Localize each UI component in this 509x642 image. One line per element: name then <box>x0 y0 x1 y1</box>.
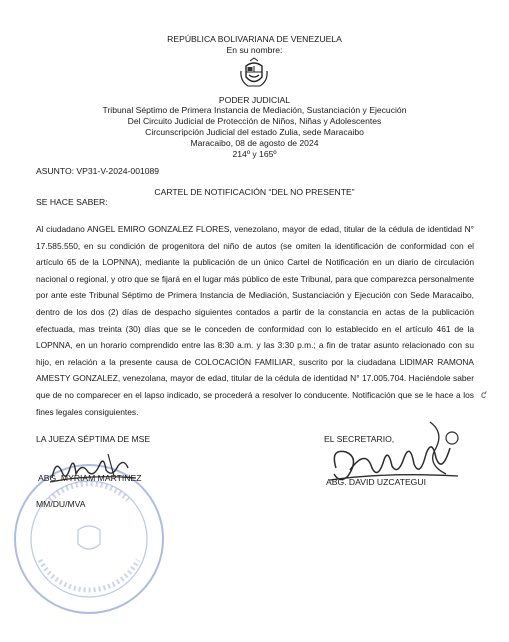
header-tribunal-line1: Tribunal Séptimo de Primera Instancia de Mediación, Sustanciación y Ejecución <box>102 105 407 115</box>
body-text: Al ciudadano ANGEL EMIRO GONZALEZ FLORES, venezolano, mayor de edad, titular de la cédula de identidad N° 17.585.550, en su condición de progenitora del niño de autos (se omiten la identificación de conformidad con el artículo 65 de la LOPNNA), mediante la publicación de un único Cartel de Notificación en un diario de circulación nacional o regional, y otro que se fijará en el lugar más público de este Tribunal, para que comparezca personalmente por ante este Tribunal Séptimo de Primera Instancia de Mediación, Sustanciación y Ejecución con Sede Maracaibo, dentro de los dos (2) días de despacho siguientes contados a partir de la constancia en actas de la publicación efectuada, mas treinta (30) días que se le conceden de conformidad con lo establecido en el artículo 461 de la LOPNNA, en un horario comprendido entre las 8:30 a.m. y las 3:30 p.m.; a fin de tratar asunto relacionado con su hijo, en relación a la presente causa de COLOCACIÓN FAMILIAR, suscrito por la ciudadana LIDIMAR RAMONA AMESTY GONZALEZ, venezolana, mayor de edad, titular de la cédula de identidad N° 17.005.704. Haciéndole saber que de no comparecer en el lapso indicado, se procederá a resolver lo conducente. Notificación que se le hace a los fines legales consiguientes. <box>36 224 474 417</box>
notice-heading: SE HACE SABER: <box>36 197 108 207</box>
secretary-name: ABG. DAVID UZCATEGUI <box>326 477 426 487</box>
body-paragraph <box>36 221 474 420</box>
header-date: Maracaibo, 08 de agosto de 2024 <box>190 138 319 148</box>
header-tribunal-line2: Del Circuito Judicial de Protección de Niños, Niñas y Adolescentes <box>127 116 382 126</box>
initials: MM/DU/MVA <box>36 499 86 509</box>
margin-mark: ƈ <box>481 390 486 401</box>
coat-of-arms-icon <box>237 57 271 91</box>
judge-title: LA JUEZA SÉPTIMA DE MSE <box>36 434 151 444</box>
header-in-name: En su nombre: <box>226 45 283 55</box>
document-title: CARTEL DE NOTIFICACIÓN “DEL NO PRESENTE” <box>154 187 355 197</box>
subject-line: ASUNTO: VP31-V-2024-001089 <box>36 166 160 176</box>
header-years: 214º y 165º <box>232 149 277 159</box>
judge-name: ABG. MYRIAM MARTINEZ <box>38 473 142 483</box>
header-country: REPÚBLICA BOLIVARIANA DE VENEZUELA <box>167 34 342 44</box>
header-branch: PODER JUDICIAL <box>218 95 291 105</box>
secretary-title: EL SECRETARIO, <box>324 434 395 444</box>
header-tribunal-line3: Circunscripción Judicial del estado Zulia, sede Maracaibo <box>145 127 364 137</box>
